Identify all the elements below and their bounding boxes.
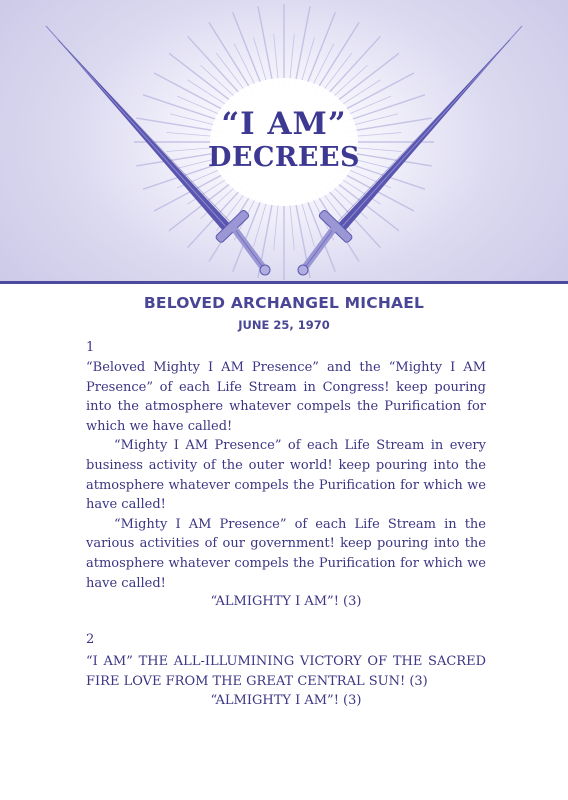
decree-2-number: 2 xyxy=(86,632,95,647)
sunburst-ray xyxy=(289,199,294,250)
sunburst-ray xyxy=(209,22,253,92)
sunburst-ray xyxy=(274,34,279,85)
decree-2-closing: “ALMIGHTY I AM”! (3) xyxy=(210,693,362,708)
decree-1-paragraph-1: “Beloved Mighty I AM Presence” and the “Mighty I AM Presence” of each Life Stream in Congress! keep pouring into the atmosphere whatever compels the Purification for which we have called! xyxy=(86,360,486,434)
sunburst-ray xyxy=(274,199,279,250)
decree-1-body xyxy=(86,358,486,593)
header-banner xyxy=(0,0,568,282)
decree-2-text: “I AM” THE ALL-ILLUMINING VICTORY OF THE SACRED FIRE LOVE FROM THE GREAT CENTRAL SUN! (3) xyxy=(86,654,486,689)
sunburst-ray xyxy=(295,6,310,86)
title-line-1: “I AM” xyxy=(221,106,347,142)
sunburst-ray xyxy=(315,22,359,92)
decree-1-closing: “ALMIGHTY I AM”! (3) xyxy=(210,594,362,609)
sunburst-ray xyxy=(258,6,273,86)
section-heading: BELOVED ARCHANGEL MICHAEL xyxy=(143,294,425,312)
sunburst-ray xyxy=(289,34,294,85)
decree-1-number: 1 xyxy=(86,340,95,355)
date-line: JUNE 25, 1970 xyxy=(238,318,330,332)
header-divider xyxy=(0,281,568,284)
decree-1-paragraph-2: “Mighty I AM Presence” of each Life Stream in every business activity of the outer world! keep pouring into the atmosphere whatever compels the Purification for which we have called! xyxy=(86,438,486,513)
title-line-2: DECREES xyxy=(207,142,361,173)
decree-1-paragraph-3: “Mighty I AM Presence” of each Life Stream in the various activities of our government! keep pouring into the atmosphere whatever compels the Purification for which we have called! xyxy=(86,516,486,591)
